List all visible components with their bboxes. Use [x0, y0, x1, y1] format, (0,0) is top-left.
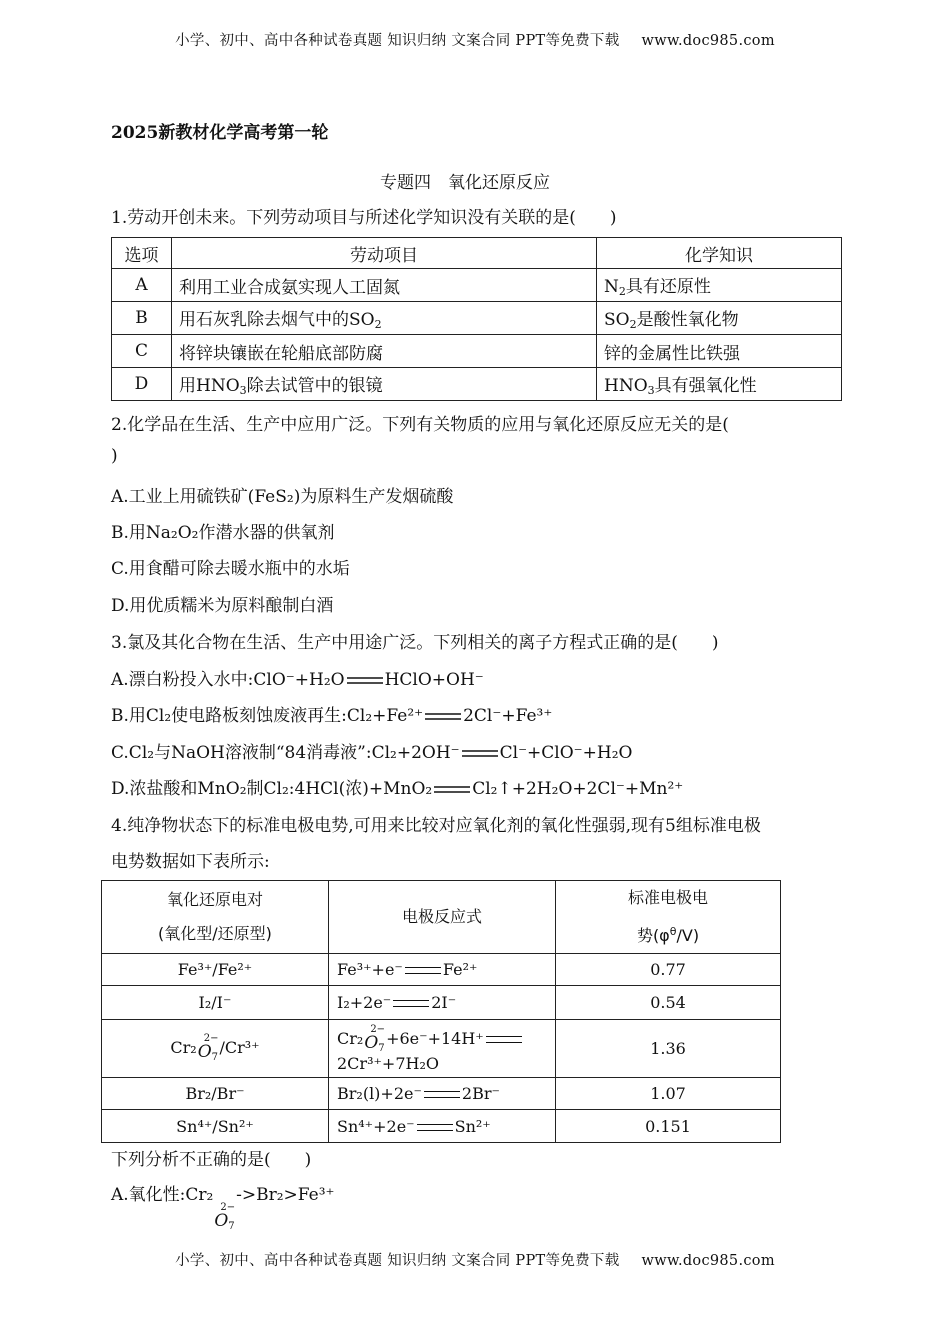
reaction-right: Fe²⁺: [442, 960, 478, 979]
potential-cell: 0.151: [556, 1110, 781, 1143]
pair-cell: Fe³⁺/Fe²⁺: [102, 954, 329, 986]
q2-stem-end: ): [111, 446, 118, 466]
table-row: [102, 954, 781, 986]
q4-stem-line2: 电势数据如下表所示:: [111, 852, 270, 872]
table-header-row: [112, 238, 842, 269]
table-row: [102, 1020, 781, 1078]
ion-charge: 2−: [370, 1023, 386, 1035]
reaction-cell: [329, 1078, 556, 1110]
option-cell: A: [112, 269, 172, 302]
ion-subscript: 7: [378, 1042, 385, 1054]
knowledge-text: 具有强氧化性: [654, 376, 757, 396]
equilibrium-arrow-icon: [417, 1124, 453, 1131]
formula: HNO: [604, 376, 648, 396]
dichromate-ion: [364, 1025, 385, 1054]
dichromate-ion: [214, 1203, 235, 1232]
subscript: 2: [618, 285, 626, 298]
table-row: [102, 1110, 781, 1143]
q4-subquestion: 下列分析不正确的是( ): [111, 1150, 312, 1170]
subscript: 2: [629, 318, 637, 331]
dichromate-ion: [198, 1034, 219, 1063]
reaction-left: Sn⁴⁺+2e⁻: [337, 1116, 415, 1136]
table-row: [112, 368, 842, 401]
labor-cell: 将锌块镶嵌在轮船底部防腐: [172, 335, 597, 368]
table-row: [102, 986, 781, 1020]
topic-title: 专题四 氧化还原反应: [380, 173, 550, 193]
equation-left: B.用Cl₂使电路板刻蚀废液再生:Cl₂+Fe²⁺: [111, 706, 424, 726]
subscript: 3: [647, 384, 655, 397]
knowledge-text: 具有还原性: [625, 277, 711, 297]
reaction-cell: [329, 1020, 556, 1078]
equilibrium-arrow-icon: [393, 1000, 429, 1007]
header-url[interactable]: www.doc985.com: [641, 33, 775, 49]
option-cell: B: [112, 302, 172, 335]
equation-right: Cl⁻+ClO⁻+H₂O: [499, 743, 633, 763]
reaction-cell: [329, 954, 556, 986]
header-text: 小学、初中、高中各种试卷真题 知识归纳 文案合同 PPT等免费下载: [175, 33, 620, 49]
q1-stem: 1.劳动开创未来。下列劳动项目与所述化学知识没有关联的是( ): [111, 208, 617, 228]
header-line: [564, 915, 772, 953]
equals-sign-icon: [462, 749, 498, 758]
reaction-right: 2Br⁻: [461, 1084, 500, 1103]
knowledge-cell: [597, 368, 842, 401]
labor-cell: 利用工业合成氨实现人工固氮: [172, 269, 597, 302]
table-header-row: [102, 881, 781, 954]
header-labor: 劳动项目: [172, 238, 597, 269]
potential-cell: 1.36: [556, 1020, 781, 1078]
equation-right: Cl₂↑+2H₂O+2Cl⁻+Mn²⁺: [472, 779, 684, 799]
potential-cell: 0.54: [556, 986, 781, 1020]
ion-charge: 2−: [203, 1033, 219, 1044]
equilibrium-arrow-icon: [486, 1036, 522, 1043]
knowledge-cell: 锌的金属性比铁强: [597, 335, 842, 368]
header-line: (氧化型/还原型): [158, 924, 272, 943]
knowledge-cell: [597, 269, 842, 302]
q2-stem: 2.化学品在生活、生产中应用广泛。下列有关物质的应用与氧化还原反应无关的是(: [111, 415, 729, 435]
q3-option-c: [111, 738, 632, 763]
header-line: 标准电极电: [627, 888, 708, 907]
ion-subscript: 7: [228, 1221, 235, 1232]
reaction-right: 2Cr³⁺+7H₂O: [337, 1053, 439, 1073]
knowledge-cell: [597, 302, 842, 335]
table-row: [112, 302, 842, 335]
footer-url[interactable]: www.doc985.com: [641, 1253, 775, 1269]
equals-sign-icon: [347, 676, 383, 685]
header-line: 氧化还原电对: [166, 890, 263, 909]
q1-table: [111, 237, 842, 401]
labor-cell: [172, 368, 597, 401]
equilibrium-arrow-icon: [405, 967, 441, 974]
reaction-cell: [329, 986, 556, 1020]
q2-option-b: B.用Na₂O₂作潜水器的供氧剂: [111, 523, 335, 543]
header-knowledge: 化学知识: [597, 238, 842, 269]
reaction-left: I₂+2e⁻: [337, 993, 392, 1012]
pair-cell: Br₂/Br⁻: [102, 1078, 329, 1110]
q2-option-a: A.工业上用硫铁矿(FeS₂)为原料生产发烟硫酸: [111, 487, 454, 507]
pair-cell: [102, 1020, 329, 1078]
labor-cell: [172, 302, 597, 335]
table-row: [102, 1078, 781, 1110]
header-option: 选项: [112, 238, 172, 269]
ion-symbol: O: [364, 1032, 379, 1053]
reaction-left: Fe³⁺+e⁻: [337, 960, 403, 979]
header-redox-pair: [102, 881, 329, 954]
q4-option-a: [111, 1180, 335, 1232]
equation-left: C.Cl₂与NaOH溶液制“84消毒液”:Cl₂+2OH⁻: [111, 743, 460, 763]
knowledge-text: 是酸性氧化物: [636, 310, 739, 330]
reaction-right: 2I⁻: [431, 993, 457, 1012]
potential-cell: 1.07: [556, 1078, 781, 1110]
ion-symbol: O: [214, 1211, 229, 1231]
pair-text: Cr₂: [170, 1038, 197, 1057]
labor-text: 用HNO: [179, 376, 240, 396]
equation-left: A.漂白粉投入水中:ClO⁻+H₂O: [111, 670, 345, 690]
subscript: 2: [374, 318, 382, 331]
table-row: [112, 335, 842, 368]
reaction-line: [337, 1025, 547, 1054]
equation-right: 2Cl⁻+Fe³⁺: [463, 706, 553, 726]
potential-cell: 0.77: [556, 954, 781, 986]
reaction-left: Cr₂: [337, 1028, 364, 1048]
formula: N: [604, 277, 619, 297]
reaction-right: Sn²⁺: [454, 1116, 491, 1136]
header-text: /V): [676, 926, 700, 945]
pair-text: /Cr³⁺: [219, 1038, 260, 1057]
table-row: [112, 269, 842, 302]
doc-title: 2025新教材化学高考第一轮: [111, 123, 329, 143]
ion-charge: 2−: [220, 1202, 236, 1213]
q4-stem-line1: 4.纯净物状态下的标准电极电势,可用来比较对应氧化剂的氧化性强弱,现有5组标准电极: [111, 816, 761, 836]
equals-sign-icon: [425, 712, 461, 721]
formula: SO: [604, 310, 630, 330]
header-text: 势(φ: [636, 926, 670, 945]
equals-sign-icon: [434, 785, 470, 794]
option-cell: D: [112, 368, 172, 401]
option-cell: C: [112, 335, 172, 368]
option-text: ->Br₂>Fe³⁺: [236, 1185, 335, 1205]
labor-text: 除去试管中的银镜: [246, 376, 383, 396]
reaction-left: +6e⁻+14H⁺: [386, 1028, 484, 1048]
ion-symbol: O: [197, 1042, 212, 1062]
reaction-cell: [329, 1110, 556, 1143]
labor-text: 用石灰乳除去烟气中的SO: [179, 310, 375, 330]
ion-subscript: 7: [211, 1052, 219, 1063]
equation-left: D.浓盐酸和MnO₂制Cl₂:4HCl(浓)+MnO₂: [111, 779, 433, 799]
q3-option-d: [111, 774, 683, 799]
q2-option-c: C.用食醋可除去暖水瓶中的水垢: [111, 559, 350, 579]
header-electrode-reaction: 电极反应式: [329, 881, 556, 954]
q3-option-a: [111, 665, 484, 690]
footer-text: 小学、初中、高中各种试卷真题 知识归纳 文案合同 PPT等免费下载: [175, 1253, 620, 1269]
page-header: [0, 29, 950, 50]
option-text: A.氧化性:Cr₂: [111, 1185, 214, 1205]
q2-option-d: D.用优质糯米为原料酿制白酒: [111, 596, 334, 616]
superscript: θ: [669, 925, 677, 938]
pair-cell: I₂/I⁻: [102, 986, 329, 1020]
equation-right: HClO+OH⁻: [384, 670, 484, 690]
reaction-left: Br₂(l)+2e⁻: [337, 1084, 422, 1103]
equilibrium-arrow-icon: [424, 1091, 460, 1098]
q3-stem: 3.氯及其化合物在生活、生产中用途广泛。下列相关的离子方程式正确的是( ): [111, 633, 719, 653]
pair-cell: Sn⁴⁺/Sn²⁺: [102, 1110, 329, 1143]
header-potential: [556, 881, 781, 954]
q4-table: [101, 880, 781, 1143]
page-footer: [0, 1249, 950, 1270]
q3-option-b: [111, 701, 552, 726]
subscript: 3: [239, 384, 247, 397]
